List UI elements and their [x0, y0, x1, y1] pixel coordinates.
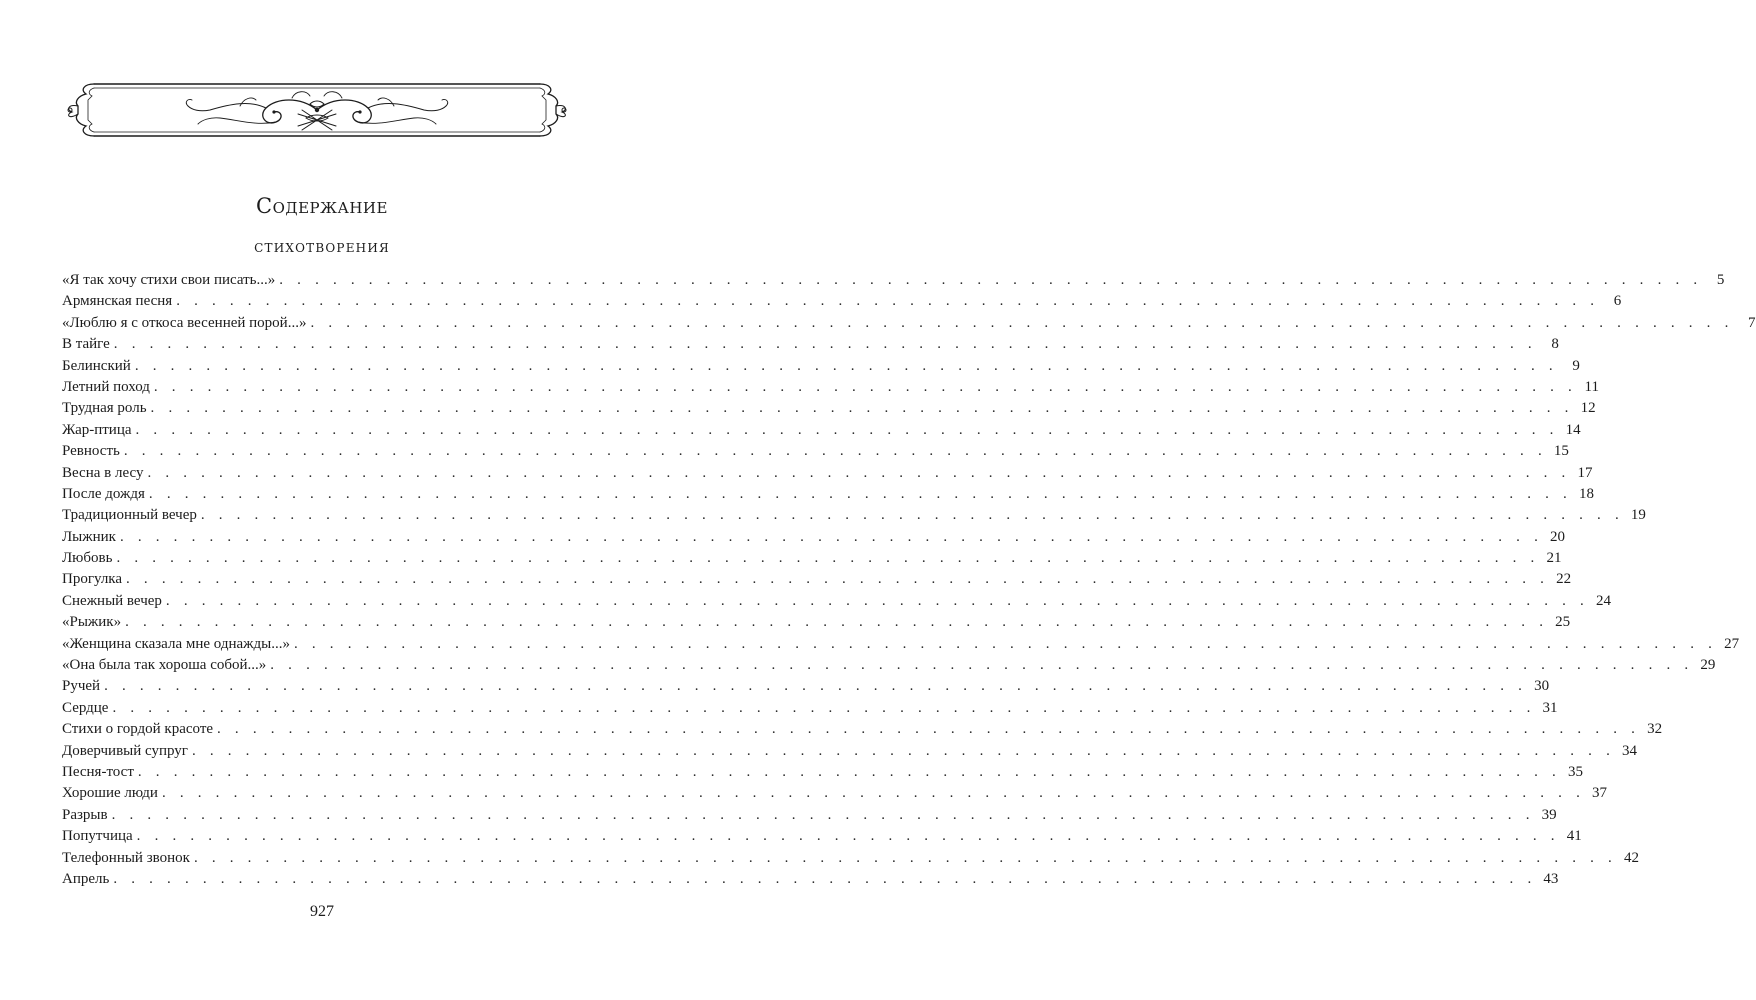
page-number: 927	[310, 903, 334, 920]
toc-entry-page: 9	[1572, 357, 1580, 374]
toc-entry-title: Попутчица	[62, 828, 133, 845]
toc-entry	[62, 528, 1566, 550]
toc-entry-page: 35	[1567, 763, 1583, 780]
toc-entry-title: Хорошие люди	[62, 785, 158, 802]
toc-entry	[62, 357, 1580, 379]
toc-entry-title: Ручей	[62, 678, 101, 695]
toc-entry-page: 19	[1630, 507, 1646, 524]
toc-entry-page: 41	[1566, 828, 1582, 845]
toc-entry-page: 42	[1624, 849, 1639, 866]
toc-entry-page: 30	[1534, 678, 1550, 695]
toc-dot-leader: . . . . . . . . . . . . . . . . . . . . . . . . . . . . . . . . . . . . . . . . . . . . . . . . . . . . . . . . . . . . . . . . . . . . . . . . . . . . . . . .	[310, 314, 1734, 331]
toc-entry-page: 15	[1553, 443, 1569, 460]
section-heading: стихотворения	[254, 237, 390, 257]
toc-entry-title: Жар-птица	[62, 421, 132, 438]
toc-entry-title: Снежный вечер	[62, 592, 162, 609]
toc-dot-leader: . . . . . . . . . . . . . . . . . . . . . . . . . . . . . . . . . . . . . . . . . . . . . . . . . . . . . . . . . . . . . . . . . . . . . . . . . . . . . . . .	[116, 550, 1540, 567]
toc-dot-leader: . . . . . . . . . . . . . . . . . . . . . . . . . . . . . . . . . . . . . . . . . . . . . . . . . . . . . . . . . . . . . . . . . . . . . . . . . . . . . . . .	[113, 336, 1537, 353]
toc-entry-title: Весна в лесу	[62, 464, 144, 481]
toc-dot-leader: . . . . . . . . . . . . . . . . . . . . . . . . . . . . . . . . . . . . . . . . . . . . . . . . . . . . . . . . . . . . . . . . . . . . . . . . . . . . . . . .	[104, 678, 1528, 695]
toc-entry	[62, 721, 1663, 742]
toc-entry	[62, 378, 1599, 400]
toc-entry-title: После дождя	[62, 485, 145, 502]
toc-entry	[62, 742, 1638, 764]
toc-dot-leader: . . . . . . . . . . . . . . . . . . . . . . . . . . . . . . . . . . . . . . . . . . . . . . . . . . . . . . . . . . . . . . . . . . . . . . . . . . . . . . . .	[191, 742, 1616, 759]
toc-dot-leader: . . . . . . . . . . . . . . . . . . . . . . . . . . . . . . . . . . . . . . . . . . . . . . . . . . . . . . . . . . . . . . . . . . . . . . . . . . . . . . . .	[200, 507, 1624, 524]
toc-entry	[62, 678, 1550, 699]
toc-entry-page: 39	[1541, 806, 1557, 823]
toc-entry-page: 37	[1592, 785, 1608, 802]
toc-entry	[62, 806, 1557, 828]
toc-entry-page: 32	[1647, 721, 1663, 738]
toc-dot-leader: . . . . . . . . . . . . . . . . . . . . . . . . . . . . . . . . . . . . . . . . . . . . . . . . . . . . . . . . . . . . . . . . . . . . . . . . . . . . . . . .	[126, 571, 1550, 588]
toc-dot-leader: . . . . . . . . . . . . . . . . . . . . . . . . . . . . . . . . . . . . . . . . . . . . . . . . . . . . . . . . . . . . . . . . . . . . . . . . . . . . . . . .	[161, 785, 1586, 802]
toc-entry-title: Разрыв	[62, 806, 108, 823]
toc-entry-title: «Люблю я с откоса весенней порой...»	[62, 314, 307, 331]
toc-entry	[62, 485, 1594, 507]
toc-dot-leader: . . . . . . . . . . . . . . . . . . . . . . . . . . . . . . . . . . . . . . . . . . . . . . . . . . . . . . . . . . . . . . . . . . . . . . . . . . . . . . . .	[137, 763, 1561, 780]
toc-entry-page: 43	[1543, 870, 1559, 887]
toc-entry-page: 6	[1613, 293, 1622, 310]
toc-entry-title: Летний поход	[62, 378, 150, 395]
decorative-ornament-frame	[60, 74, 574, 146]
toc-dot-leader: . . . . . . . . . . . . . . . . . . . . . . . . . . . . . . . . . . . . . . . . . . . . . . . . . . . . . . . . . . . . . . . . . . . . . . . . . . . . . . . .	[119, 528, 1544, 545]
toc-entry-page: 17	[1577, 464, 1593, 481]
toc-entry-title: Доверчивый супруг	[62, 742, 188, 759]
toc-entry-title: Лыжник	[62, 528, 116, 545]
toc-entry-title: Традиционный вечер	[62, 507, 197, 524]
toc-dot-leader: . . . . . . . . . . . . . . . . . . . . . . . . . . . . . . . . . . . . . . . . . . . . . . . . . . . . . . . . . . . . . . . . . . . . . . . . . . . . . . . .	[150, 400, 1574, 417]
toc-entry-title: Трудная роль	[62, 400, 147, 417]
toc-entry	[62, 421, 1581, 443]
toc-entry-title: «Женщина сказала мне однажды...»	[62, 635, 290, 652]
toc-entry-title: Песня-тост	[62, 763, 134, 780]
toc-entry	[62, 828, 1582, 849]
toc-entry	[62, 550, 1562, 571]
toc-dot-leader: . . . . . . . . . . . . . . . . . . . . . . . . . . . . . . . . . . . . . . . . . . . . . . . . . . . . . . . . . . . . . . . . . . . . . . . . . . . . . . . .	[193, 849, 1617, 866]
toc-entry	[62, 571, 1572, 592]
toc-dot-leader: . . . . . . . . . . . . . . . . . . . . . . . . . . . . . . . . . . . . . . . . . . . . . . . . . . . . . . . . . . . . . . . . . . . . . . . . . . . . . . . .	[113, 870, 1537, 887]
toc-entry-page: 29	[1700, 657, 1716, 674]
toc-entry-page: 31	[1542, 699, 1558, 716]
toc-dot-leader: . . . . . . . . . . . . . . . . . . . . . . . . . . . . . . . . . . . . . . . . . . . . . . . . . . . . . . . . . . . . . . . . . . . . . . . . . . . . . . . .	[136, 828, 1560, 845]
toc-entry-title: «Она была так хороша собой...»	[62, 657, 267, 674]
toc-entry-page: 24	[1595, 592, 1611, 609]
toc-dot-leader: . . . . . . . . . . . . . . . . . . . . . . . . . . . . . . . . . . . . . . . . . . . . . . . . . . . . . . . . . . . . . . . . . . . . . . . . . . . . . . . .	[125, 614, 1549, 631]
toc-dot-leader: . . . . . . . . . . . . . . . . . . . . . . . . . . . . . . . . . . . . . . . . . . . . . . . . . . . . . . . . . . . . . . . . . . . . . . . . . . . . . . . .	[294, 635, 1718, 652]
toc-entry	[62, 293, 1622, 314]
toc-dot-leader: . . . . . . . . . . . . . . . . . . . . . . . . . . . . . . . . . . . . . . . . . . . . . . . . . . . . . . . . . . . . . . . . . . . . . . . . . . . . . . . .	[134, 357, 1558, 374]
toc-entry-title: Ревность	[62, 443, 120, 460]
toc-entry	[62, 314, 1756, 336]
toc-entry-title: Стихи о гордой красоте	[62, 721, 214, 738]
toc-entry-title: Любовь	[62, 550, 113, 567]
toc-entry-page: 20	[1550, 528, 1566, 545]
toc-dot-leader: . . . . . . . . . . . . . . . . . . . . . . . . . . . . . . . . . . . . . . . . . . . . . . . . . . . . . . . . . . . . . . . . . . . . . . . . . . . . . . . .	[112, 699, 1536, 716]
toc-dot-leader: . . . . . . . . . . . . . . . . . . . . . . . . . . . . . . . . . . . . . . . . . . . . . . . . . . . . . . . . . . . . . . . . . . . . . . . . . . . . . . . .	[270, 657, 1694, 674]
toc-entry	[62, 443, 1569, 464]
toc-entry-page: 18	[1578, 485, 1594, 502]
toc-entry-page: 34	[1622, 742, 1638, 759]
toc-dot-leader: . . . . . . . . . . . . . . . . . . . . . . . . . . . . . . . . . . . . . . . . . . . . . . . . . . . . . . . . . . . . . . . . . . . . . . . . . . . . . . . .	[153, 378, 1577, 395]
toc-dot-leader: . . . . . . . . . . . . . . . . . . . . . . . . . . . . . . . . . . . . . . . . . . . . . . . . . . . . . . . . . . . . . . . . . . . . . . . . . . . . . . . .	[279, 272, 1703, 288]
page-title: Содержание	[256, 194, 388, 218]
toc-entry-page: 7	[1748, 314, 1756, 331]
toc-entry-page: 14	[1565, 421, 1581, 438]
toc-dot-leader: . . . . . . . . . . . . . . . . . . . . . . . . . . . . . . . . . . . . . . . . . . . . . . . . . . . . . . . . . . . . . . . . . . . . . . . . . . . . . . . .	[165, 592, 1589, 609]
toc-entry	[62, 657, 1716, 678]
toc-dot-leader: . . . . . . . . . . . . . . . . . . . . . . . . . . . . . . . . . . . . . . . . . . . . . . . . . . . . . . . . . . . . . . . . . . . . . . . . . . . . . . . .	[148, 485, 1572, 502]
toc-entry-page: 12	[1580, 400, 1596, 417]
toc-entry-title: Апрель	[62, 870, 110, 887]
toc-entry	[62, 699, 1558, 721]
toc-dot-leader: . . . . . . . . . . . . . . . . . . . . . . . . . . . . . . . . . . . . . . . . . . . . . . . . . . . . . . . . . . . . . . . . . . . . . . . . . . . . . . . .	[135, 421, 1559, 438]
toc-entry	[62, 336, 1559, 357]
toc-entry-page: 27	[1724, 635, 1740, 652]
toc-entry-page: 25	[1555, 614, 1571, 631]
toc-entry	[62, 785, 1608, 806]
toc-dot-leader: . . . . . . . . . . . . . . . . . . . . . . . . . . . . . . . . . . . . . . . . . . . . . . . . . . . . . . . . . . . . . . . . . . . . . . . . . . . . . . . .	[147, 464, 1571, 481]
toc-entry-title: В тайге	[62, 336, 110, 353]
toc-entry-page: 22	[1556, 571, 1572, 588]
table-of-contents	[62, 272, 1756, 892]
toc-entry-title: Армянская песня	[62, 293, 173, 310]
toc-entry-page: 11	[1584, 378, 1599, 395]
toc-dot-leader: . . . . . . . . . . . . . . . . . . . . . . . . . . . . . . . . . . . . . . . . . . . . . . . . . . . . . . . . . . . . . . . . . . . . . . . . . . . . . . . .	[176, 293, 1600, 310]
toc-entry	[62, 614, 1571, 635]
toc-entry	[62, 464, 1593, 486]
toc-entry-page: 21	[1546, 550, 1562, 567]
toc-entry-title: «Я так хочу стихи свои писать...»	[62, 272, 276, 288]
toc-entry-page: 8	[1551, 336, 1559, 353]
toc-entry-page: 5	[1716, 272, 1725, 288]
toc-dot-leader: . . . . . . . . . . . . . . . . . . . . . . . . . . . . . . . . . . . . . . . . . . . . . . . . . . . . . . . . . . . . . . . . . . . . . . . . . . . . . . . .	[217, 721, 1641, 738]
toc-entry-title: Телефонный звонок	[62, 849, 190, 866]
toc-entry-title: Прогулка	[62, 571, 123, 588]
toc-entry	[62, 272, 1725, 293]
toc-entry	[62, 849, 1639, 871]
toc-entry	[62, 635, 1740, 657]
toc-dot-leader: . . . . . . . . . . . . . . . . . . . . . . . . . . . . . . . . . . . . . . . . . . . . . . . . . . . . . . . . . . . . . . . . . . . . . . . . . . . . . . . .	[123, 443, 1547, 460]
toc-entry	[62, 592, 1611, 614]
toc-entry-title: Сердце	[62, 699, 109, 716]
toc-entry	[62, 763, 1583, 785]
toc-entry-title: Белинский	[62, 357, 131, 374]
toc-entry	[62, 507, 1646, 528]
toc-entry-title: «Рыжик»	[62, 614, 122, 631]
toc-entry	[62, 870, 1559, 892]
toc-dot-leader: . . . . . . . . . . . . . . . . . . . . . . . . . . . . . . . . . . . . . . . . . . . . . . . . . . . . . . . . . . . . . . . . . . . . . . . . . . . . . . . .	[111, 806, 1535, 823]
toc-entry	[62, 400, 1596, 421]
